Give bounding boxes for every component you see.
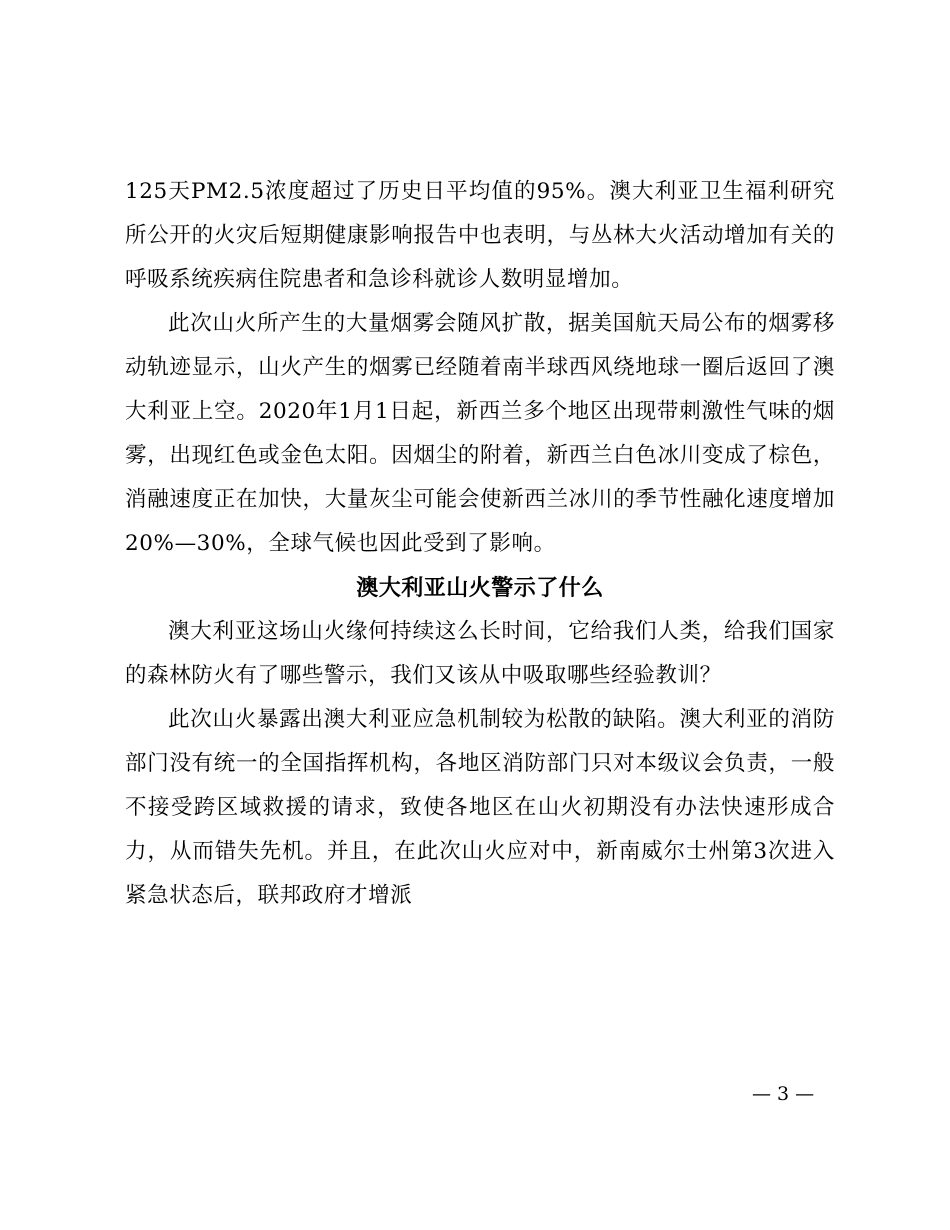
paragraph-3: 澳大利亚这场山火缘何持续这么长时间，它给我们人类，给我们国家的森林防火有了哪些警示，我们又该从中吸取哪些经验教训？ bbox=[125, 619, 835, 688]
page-number: — 3 — bbox=[752, 1083, 815, 1105]
paragraph-2: 此次山火所产生的大量烟雾会随风扩散，据美国航天局公布的烟雾移动轨迹显示，山火产生的烟雾已经随着南半球西风绕地球一圈后返回了澳大利亚上空。2020年1月1日起，新西兰多个地区出现带刺激性气味的烟雾，出现红色或金色太阳。因烟尘的附着，新西兰白色冰川变成了棕色，消融速度正在加快，大量灰尘可能会使新西兰冰川的季节性融化速度增加20%—30%，全球气候也因此受到了影响。 bbox=[125, 311, 835, 556]
document-body bbox=[125, 170, 835, 918]
paragraph-1: 125天PM2.5浓度超过了历史日平均值的95%。澳大利亚卫生福利研究所公开的火灾后短期健康影响报告中也表明，与丛林大火活动增加有关的呼吸系统疾病住院患者和急诊科就诊人数明显增加。 bbox=[125, 179, 835, 292]
section-heading: 澳大利亚山火警示了什么 bbox=[356, 575, 604, 601]
paragraph-4: 此次山火暴露出澳大利亚应急机制较为松散的缺陷。澳大利亚的消防部门没有统一的全国指挥机构，各地区消防部门只对本级议会负责，一般不接受跨区域救援的请求，致使各地区在山火初期没有办法快速形成合力，从而错失先机。并且，在此次山火应对中，新南威尔士州第3次进入紧急状态后，联邦政府才增派 bbox=[125, 707, 835, 908]
